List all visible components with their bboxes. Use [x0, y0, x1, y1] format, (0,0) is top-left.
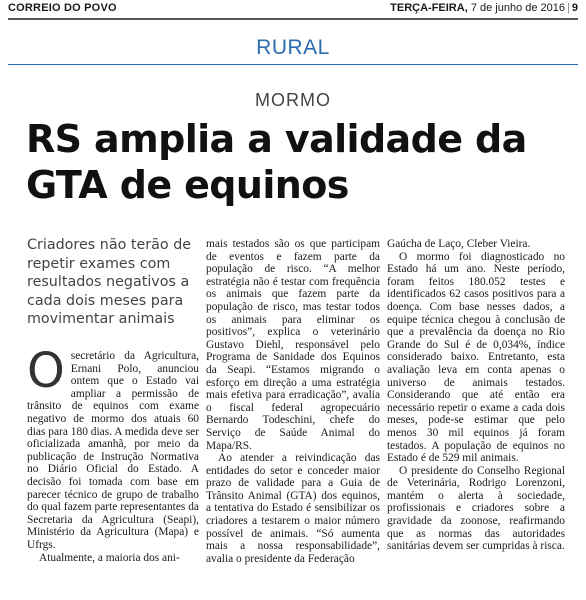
drop-cap: O [27, 343, 65, 399]
section-divider [8, 64, 578, 65]
article-kicker: MORMO [255, 90, 331, 110]
section-title: RURAL [256, 36, 330, 59]
paragraph: secretário da Agricultura, Ernani Polo, anunciou ontem que o Estado vai ampliar a permissão de trânsito de equinos com exame negativo de mormo dos atuais 60 dias para 180 dias. A medida deve ser oficializada amanhã, por meio da publicação de Instrução Normativa no Diário Oficial do Estado. A decisão foi tomada com base em parecer técnico de grupo de trabalho do qual fazem parte representantes da Secretaria da Agricultura (Seapi), Ministério da Agricultura (Mapa) e Ufrgs. [27, 350, 199, 551]
dateline [390, 2, 578, 14]
article-column-3 [387, 238, 565, 553]
article-column-1 [27, 343, 199, 564]
article-lede: Criadores não terão de repetir exames com resultados negativos a cada dois meses para movimentar animais [27, 237, 192, 327]
page-number: 9 [571, 2, 578, 14]
dateline-weekday: TERÇA-FEIRA, [390, 2, 468, 14]
paragraph: Ao atender a reivindicação das entidades do setor e conceder maior prazo de validade para a Guia de Trânsito Animal (GTA) dos equinos, a tentativa do Estado é sensibilizar os criadores a testarem o maior número possível de animais. “Só aumenta mais a nossa responsabilidade”, avalia o presidente da Federação [206, 452, 380, 565]
paragraph: O mormo foi diagnosticado no Estado há um ano. Neste período, foram feitos 180.052 testes e identificados 62 casos positivos para a doença. Com base nesses dados, a equipe técnica chegou à conclusão de que a prevalência da doença no Rio Grande do Sul é de 0,034%, índice considerado baixo. Entretanto, esta avaliação leva em conta apenas o universo de animais testados. Considerando que até então era necessário repetir o exame a cada dois meses, pode-se estimar que pelo menos 30 mil equinos já foram testados. A população de equinos no Estado é de 529 mil animais. [387, 250, 565, 465]
dateline-date: 7 de junho de 2016 [470, 2, 566, 14]
newspaper-masthead: CORREIO DO POVO [8, 2, 117, 14]
article-column-2 [206, 238, 380, 565]
paragraph: Gaúcha de Laço, Cleber Vieira. [387, 238, 531, 250]
paragraph: mais testados são os que participam de eventos e fazem parte da população de risco. “A melhor estratégia não é testar com frequência os animais que fazem parte da população de risco, mas testar todos os animais para eliminar os positivos”, explica o veterinário Gustavo Diehl, responsável pelo Programa de Sanidade dos Equinos da Seapi. “Estamos migrando o esforço em direção a uma estratégia mais efetiva para erradicação”, avalia o fiscal federal agropecuário Bernardo Todeschini, chefe do Serviço de Saúde Animal do Mapa/RS. [206, 238, 380, 452]
page-header [8, 2, 578, 20]
article-headline: RS amplia a validade da GTA de equinos [26, 117, 527, 207]
dateline-separator: | [567, 2, 570, 14]
paragraph: Atualmente, a maioria dos ani- [39, 551, 180, 564]
paragraph: O presidente do Conselho Regional de Veterinária, Rodrigo Lorenzoni, mantém o alerta à sociedade, profissionais e criadores sobre a gravidade da zoonose, reafirmando que as normas das autoridades sanitárias devem ser cumpridas à risca. [387, 464, 565, 553]
